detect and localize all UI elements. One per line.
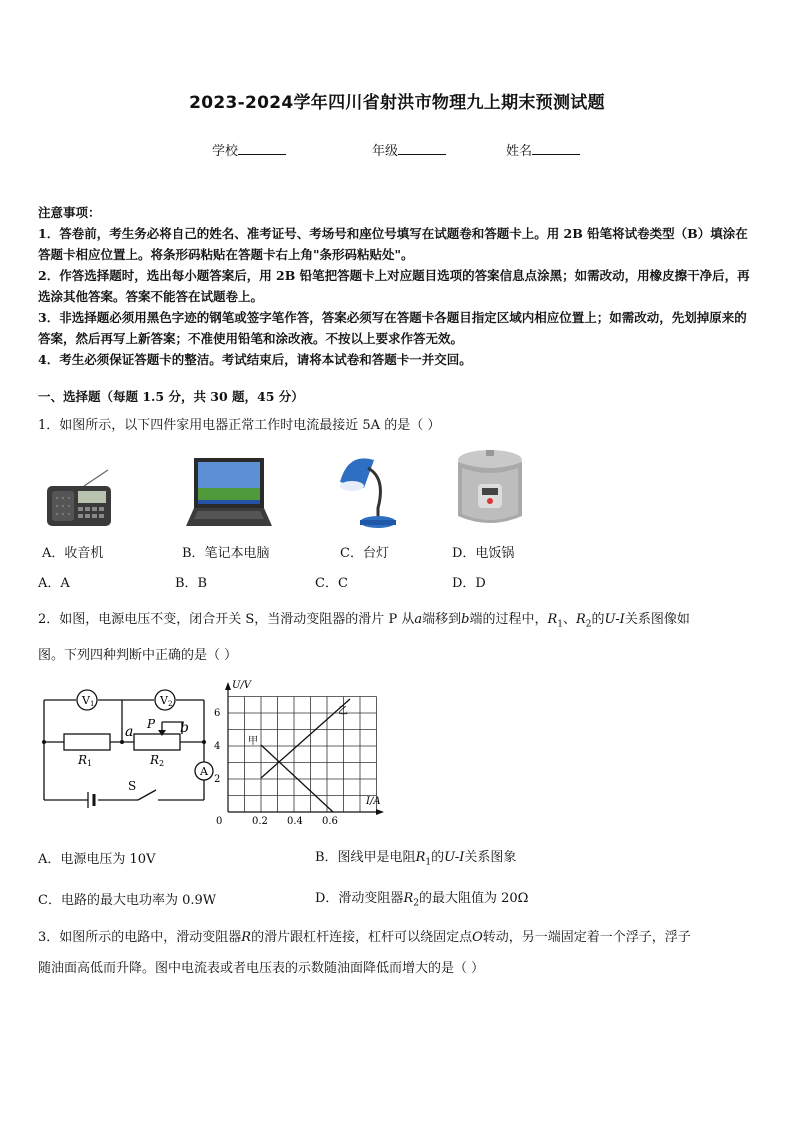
notice-item-3: 3．非选择题必须用黑色字迹的钢笔或签字笔作答，答案必须写在答题卡各题目指定区域内相应位置上；如需改动，先划掉原来的答案，然后再写上新答案；不准使用铅笔和涂改液。不按以上要求作答无效。: [38, 310, 747, 346]
xtick-0-4: 0.4: [287, 816, 303, 827]
circuit-p-label: P: [147, 717, 156, 731]
q2-option-a: A．电源电压为 10V: [38, 852, 156, 867]
q1-caption-d: D．电饭锅: [452, 546, 515, 561]
label-jia: 甲: [248, 736, 258, 747]
q2-stem: [38, 608, 758, 630]
graph-xlabel: I/A: [366, 796, 381, 807]
q2-stem-b: 端移到: [422, 612, 462, 627]
q1-option-c: C．C: [315, 576, 348, 591]
xtick-0-2: 0.2: [252, 816, 268, 827]
q1-option-b: B．B: [175, 576, 208, 591]
q1-caption-b: B．笔记本电脑: [182, 546, 270, 561]
radio-image: [44, 466, 114, 528]
q2-option-b: B．图线甲是电阻$R_1$的U-I关系图象: [315, 850, 517, 868]
notice-item-4: 4．考生必须保证答题卡的整洁。考试结束后，请将本试卷和答题卡一并交回。: [38, 352, 472, 367]
grade-label: 年级: [372, 144, 399, 159]
school-blank: [238, 142, 286, 155]
q1-stem: 1．如图所示，以下四件家用电器正常工作时电流最接近 5A 的是（ ）: [38, 418, 441, 433]
ui-graph: [210, 676, 390, 828]
ammeter-label: A: [200, 765, 208, 778]
q2-r1: R: [547, 612, 558, 627]
q3-stem-line2: 随油面高低而升降。图中电流表或者电压表的示数随油面降低而增大的是（ ）: [38, 961, 485, 976]
circuit-a-label: a: [125, 724, 134, 740]
q2-ui: U-I: [604, 612, 625, 627]
q1-caption-c: C．台灯: [340, 546, 389, 561]
q2-stem-d: 的: [591, 612, 605, 627]
grade-field: [372, 140, 446, 159]
ytick-6: 6: [214, 708, 221, 719]
circuit-diagram: [38, 682, 221, 810]
switch-label: S: [128, 779, 137, 793]
school-label: 学校: [212, 144, 239, 159]
notice-item-1: 1．答卷前，考生务必将自己的姓名、准考证号、考场号和座位号填写在试题卷和答题卡上。用 2B 铅笔将试卷类型（B）填涂在答题卡相应位置上。将条形码粘贴在答题卡右上角"条形码粘贴处"。: [38, 226, 748, 262]
rice-cooker-image: [452, 448, 528, 530]
line-yi: [261, 699, 350, 778]
grade-blank: [398, 142, 446, 155]
xtick-0: 0: [216, 816, 223, 827]
label-yi: 乙: [338, 706, 348, 717]
q2-stem-a: 2．如图，电源电压不变，闭合开关 S，当滑动变阻器的滑片 P 从: [38, 612, 415, 627]
q2-r2-sub: 2: [585, 619, 592, 630]
q3-stem: 3．如图所示的电路中，滑动变阻器R的滑片跟杠杆连接，杠杆可以绕固定点O转动，另一端固定着一个浮子，浮子: [38, 930, 691, 945]
ytick-2: 2: [214, 774, 221, 785]
name-blank: [532, 142, 580, 155]
xtick-0-6: 0.6: [322, 816, 338, 827]
notice-item-2: 2．作答选择题时，选出每小题答案后，用 2B 铅笔把答题卡上对应题目选项的答案信息点涂黑；如需改动，用橡皮擦干净后，再选涂其他答案。答案不能答在试题卷上。: [38, 268, 750, 304]
q1-option-a: A．A: [38, 576, 70, 591]
line-jia: [261, 745, 333, 812]
circuit-r2-label: R2: [150, 753, 165, 768]
page-title: 2023-2024学年四川省射洪市物理九上期末预测试题: [189, 93, 605, 113]
circuit-r1-label: R1: [78, 753, 93, 768]
q2-sep: 、: [562, 612, 576, 627]
q2-r1-sub: 1: [557, 619, 563, 630]
laptop-image: [184, 456, 274, 528]
q2-b: b: [461, 612, 470, 627]
q2-stem-c: 端的过程中，: [469, 612, 548, 627]
ytick-4: 4: [214, 741, 221, 752]
notice-heading: 注意事项：: [38, 205, 101, 220]
q2-option-d: D．滑动变阻器$R_2$的最大阻值为 20Ω: [315, 891, 529, 909]
name-label: 姓名: [506, 144, 533, 159]
name-field: [506, 140, 580, 159]
notice-block: [38, 202, 758, 370]
q1-caption-a: A．收音机: [42, 546, 104, 561]
q2-r2: R: [576, 612, 586, 627]
q2-a: a: [414, 612, 423, 627]
v1-label: V1: [82, 694, 95, 708]
q1-option-d: D．D: [452, 576, 486, 591]
v2-label: V2: [160, 694, 173, 708]
circuit-b-label: b: [180, 720, 189, 736]
school-field: [212, 140, 286, 159]
desk-lamp-image: [334, 448, 398, 530]
q2-stem-line2: 图。下列四种判断中正确的是（ ）: [38, 648, 238, 663]
graph-ylabel: U/V: [232, 680, 252, 691]
q2-stem-e: 关系图像如: [624, 612, 690, 627]
q2-option-c: C．电路的最大电功率为 0.9W: [38, 893, 217, 908]
section-heading: 一、选择题（每题 1.5 分，共 30 题，45 分）: [38, 389, 304, 404]
